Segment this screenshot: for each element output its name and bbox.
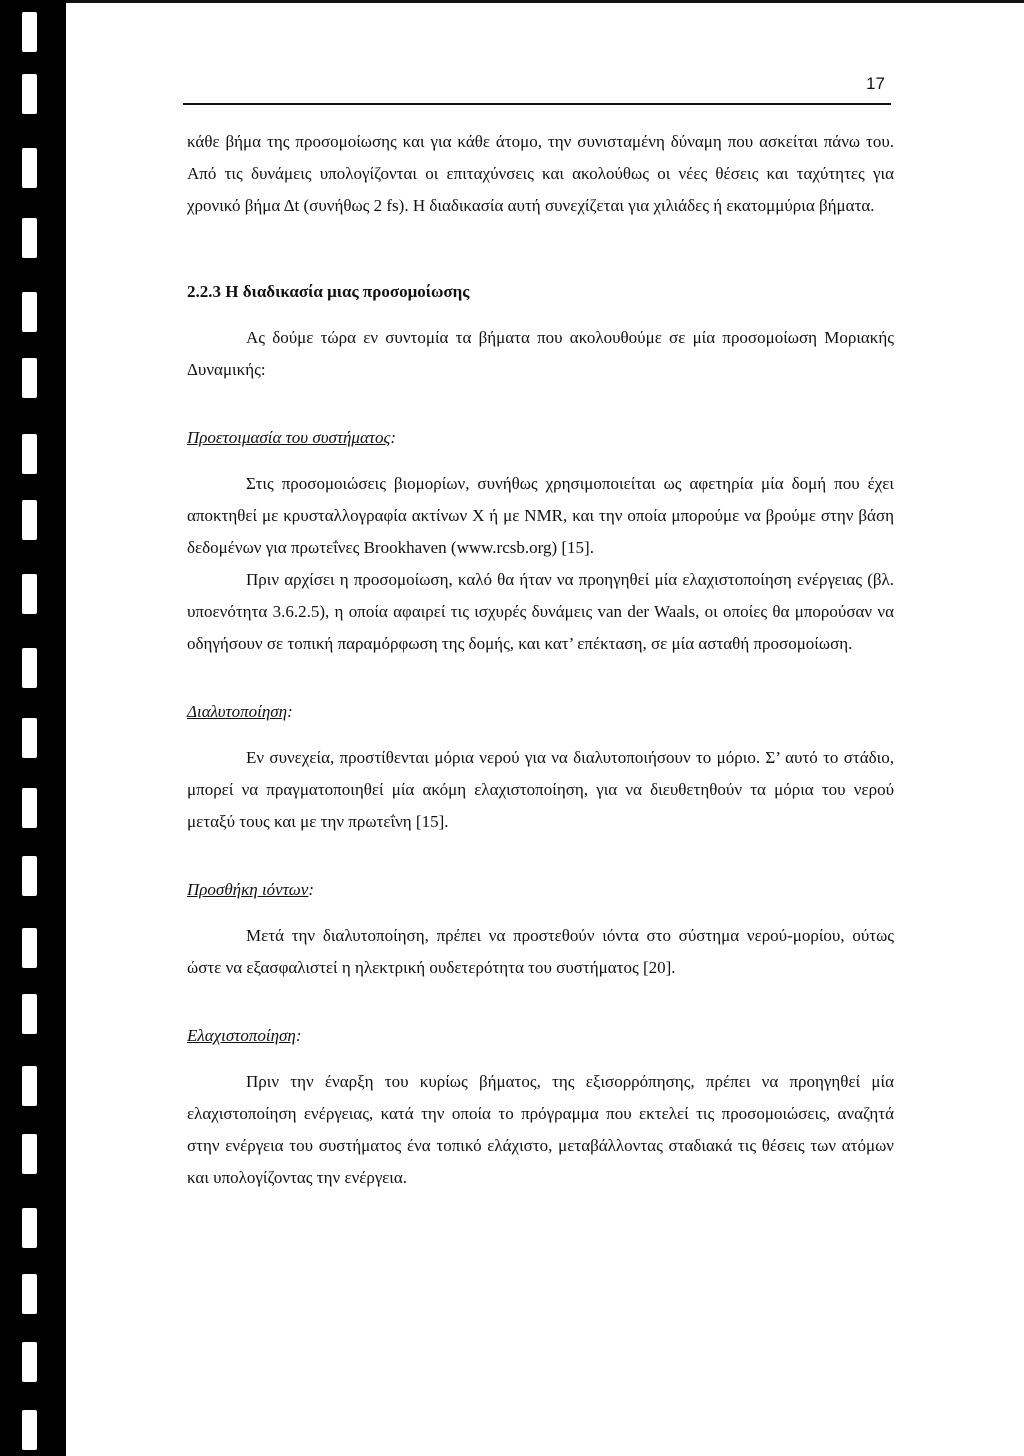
section-intro-paragraph: Ας δούμε τώρα εν συντομία τα βήματα που ακολουθούμε σε μία προσομοίωση Μοριακής Δυναμικής: — [187, 328, 894, 379]
subsection-label-solvation: Διαλυτοποίηση: — [187, 702, 293, 721]
film-hole — [22, 994, 37, 1034]
page-number: 17 — [866, 74, 885, 93]
film-hole — [22, 1208, 37, 1248]
film-hole — [22, 148, 37, 188]
film-hole — [22, 1274, 37, 1314]
film-hole — [22, 74, 37, 114]
film-hole — [22, 500, 37, 540]
film-hole — [22, 358, 37, 398]
label-text: Ελαχιστοποίηση — [187, 1026, 296, 1045]
scan-border-strip — [0, 0, 66, 1456]
solvation-paragraph: Εν συνεχεία, προστίθενται μόρια νερού για να διαλυτοποιήσουν το μόριο. Σ’ αυτό το στάδιο, μπορεί να πραγματοποιηθεί μία ακόμη ελαχιστοποίηση, για να διευθετηθούν τα μόρια του νερού μεταξύ τους και με την πρωτεΐνη [15]. — [187, 748, 894, 831]
film-hole — [22, 434, 37, 474]
minimization-paragraph: Πριν την έναρξη του κυρίως βήματος, της εξισορρόπησης, πρέπει να προηγηθεί μία ελαχιστοποίηση ενέργειας, κατά την οποία το πρόγραμμα που εκτελεί τις προσομοιώσεις, αναζητά στην ενέργεια του συστήματος ένα τοπικό ελάχιστο, μεταβάλλοντας σταδιακά τις θέσεις των ατόμων και υπολογίζοντας την ενέργεια. — [187, 1072, 894, 1187]
film-hole — [22, 648, 37, 688]
film-hole — [22, 718, 37, 758]
film-hole — [22, 218, 37, 258]
section-heading: 2.2.3 Η διαδικασία μιας προσομοίωσης — [187, 282, 470, 301]
label-text: Διαλυτοποίηση — [187, 702, 288, 721]
label-text: Προετοιμασία του συστήματος — [187, 428, 391, 447]
film-hole — [22, 12, 37, 52]
film-hole — [22, 856, 37, 896]
film-hole — [22, 788, 37, 828]
film-hole — [22, 1410, 37, 1450]
film-hole — [22, 1066, 37, 1106]
subsection-label-preparation: Προετοιμασία του συστήματος: — [187, 428, 397, 447]
subsection-label-minimization: Ελαχιστοποίηση: — [187, 1026, 302, 1045]
film-hole — [22, 292, 37, 332]
film-hole — [22, 1134, 37, 1174]
film-hole — [22, 1342, 37, 1382]
film-hole — [22, 928, 37, 968]
label-text: Προσθήκη ιόντων — [187, 880, 309, 899]
film-hole — [22, 574, 37, 614]
preparation-paragraph-1: Στις προσομοιώσεις βιομορίων, συνήθως χρησιμοποιείται ως αφετηρία μία δομή που έχει αποκτηθεί με κρυσταλλογραφία ακτίνων X ή με NMR, και την οποία μπορούμε να βρούμε στην βάση δεδομένων για πρωτεΐνες Brookhaven (www.rcsb.org) [15]. — [187, 474, 894, 557]
preparation-paragraph-2: Πριν αρχίσει η προσομοίωση, καλό θα ήταν να προηγηθεί μία ελαχιστοποίηση ενέργειας (βλ. υποενότητα 3.6.2.5), η οποία αφαιρεί τις ισχυρές δυνάμεις van der Waals, οι οποίες θα μπορούσαν να οδηγήσουν σε τοπική παραμόρφωση της δομής, και κατ’ επέκταση, σε μία ασταθή προσομοίωση. — [187, 570, 894, 653]
document-body — [187, 126, 894, 1194]
ions-paragraph: Μετά την διαλυτοποίηση, πρέπει να προστεθούν ιόντα στο σύστημα νερού-μορίου, ούτως ώστε να εξασφαλιστεί η ηλεκτρική ουδετερότητα του συστήματος [20]. — [187, 926, 894, 977]
header-rule — [183, 103, 891, 105]
subsection-label-ions: Προσθήκη ιόντων: — [187, 880, 315, 899]
intro-paragraph: κάθε βήμα της προσομοίωσης και για κάθε άτομο, την συνισταμένη δύναμη που ασκείται πάνω του. Από τις δυνάμεις υπολογίζονται οι επιταχύνσεις και ακολούθως οι νέες θέσεις και ταχύτητες για χρονικό βήμα Δt (συνήθως 2 fs). Η διαδικασία αυτή συνεχίζεται για χιλιάδες ή εκατομμύρια βήματα. — [187, 132, 894, 215]
top-edge-line — [66, 0, 1024, 3]
